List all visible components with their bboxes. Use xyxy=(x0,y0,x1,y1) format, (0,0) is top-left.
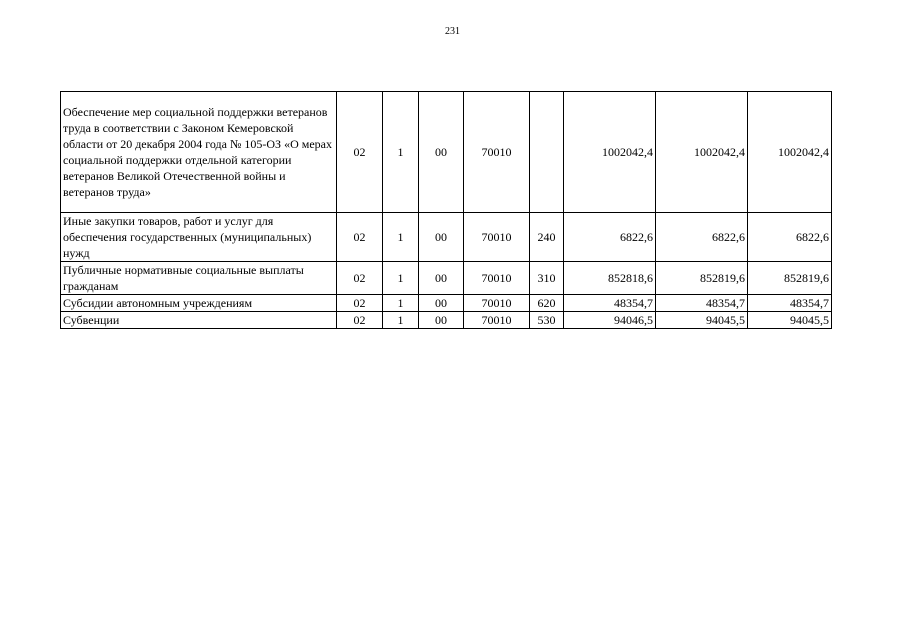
program-code: 1 xyxy=(383,312,419,329)
expense-type-code: 240 xyxy=(530,213,564,262)
amount-3: 852819,6 xyxy=(748,262,832,295)
amount-3: 1002042,4 xyxy=(748,92,832,213)
expense-type-code: 310 xyxy=(530,262,564,295)
subprogram-code: 00 xyxy=(419,262,464,295)
row-name: Публичные нормативные социальные выплаты гражданам xyxy=(61,262,337,295)
amount-1: 94046,5 xyxy=(564,312,656,329)
section-code: 02 xyxy=(337,213,383,262)
amount-3: 94045,5 xyxy=(748,312,832,329)
amount-3: 48354,7 xyxy=(748,295,832,312)
amount-2: 48354,7 xyxy=(656,295,748,312)
amount-1: 6822,6 xyxy=(564,213,656,262)
target-code: 70010 xyxy=(464,312,530,329)
program-code: 1 xyxy=(383,262,419,295)
table-row xyxy=(61,213,832,262)
target-code: 70010 xyxy=(464,92,530,213)
target-code: 70010 xyxy=(464,295,530,312)
amount-2: 94045,5 xyxy=(656,312,748,329)
target-code: 70010 xyxy=(464,262,530,295)
amount-1: 852818,6 xyxy=(564,262,656,295)
amount-2: 852819,6 xyxy=(656,262,748,295)
row-name: Обеспечение мер социальной поддержки ветеранов труда в соответствии с Законом Кемеровской области от 20 декабря 2004 года № 105-ОЗ «О мерах социальной поддержки отдельной категории ветеранов Великой Отечественной войны и ветеранов труда» xyxy=(61,92,337,213)
table-row xyxy=(61,295,832,312)
row-name: Субвенции xyxy=(61,312,337,329)
program-code: 1 xyxy=(383,295,419,312)
row-name: Субсидии автономным учреждениям xyxy=(61,295,337,312)
amount-2: 6822,6 xyxy=(656,213,748,262)
page-number: 231 xyxy=(445,26,460,37)
amount-2: 1002042,4 xyxy=(656,92,748,213)
amount-1: 48354,7 xyxy=(564,295,656,312)
expense-type-code: 530 xyxy=(530,312,564,329)
amount-1: 1002042,4 xyxy=(564,92,656,213)
subprogram-code: 00 xyxy=(419,295,464,312)
table-row xyxy=(61,312,832,329)
program-code: 1 xyxy=(383,213,419,262)
row-name: Иные закупки товаров, работ и услуг для обеспечения государственных (муниципальных) нужд xyxy=(61,213,337,262)
section-code: 02 xyxy=(337,92,383,213)
subprogram-code: 00 xyxy=(419,312,464,329)
budget-table xyxy=(60,91,832,329)
section-code: 02 xyxy=(337,262,383,295)
table-row xyxy=(61,262,832,295)
table-row xyxy=(61,92,832,213)
section-code: 02 xyxy=(337,295,383,312)
section-code: 02 xyxy=(337,312,383,329)
target-code: 70010 xyxy=(464,213,530,262)
expense-type-code xyxy=(530,92,564,213)
subprogram-code: 00 xyxy=(419,213,464,262)
subprogram-code: 00 xyxy=(419,92,464,213)
expense-type-code: 620 xyxy=(530,295,564,312)
program-code: 1 xyxy=(383,92,419,213)
amount-3: 6822,6 xyxy=(748,213,832,262)
